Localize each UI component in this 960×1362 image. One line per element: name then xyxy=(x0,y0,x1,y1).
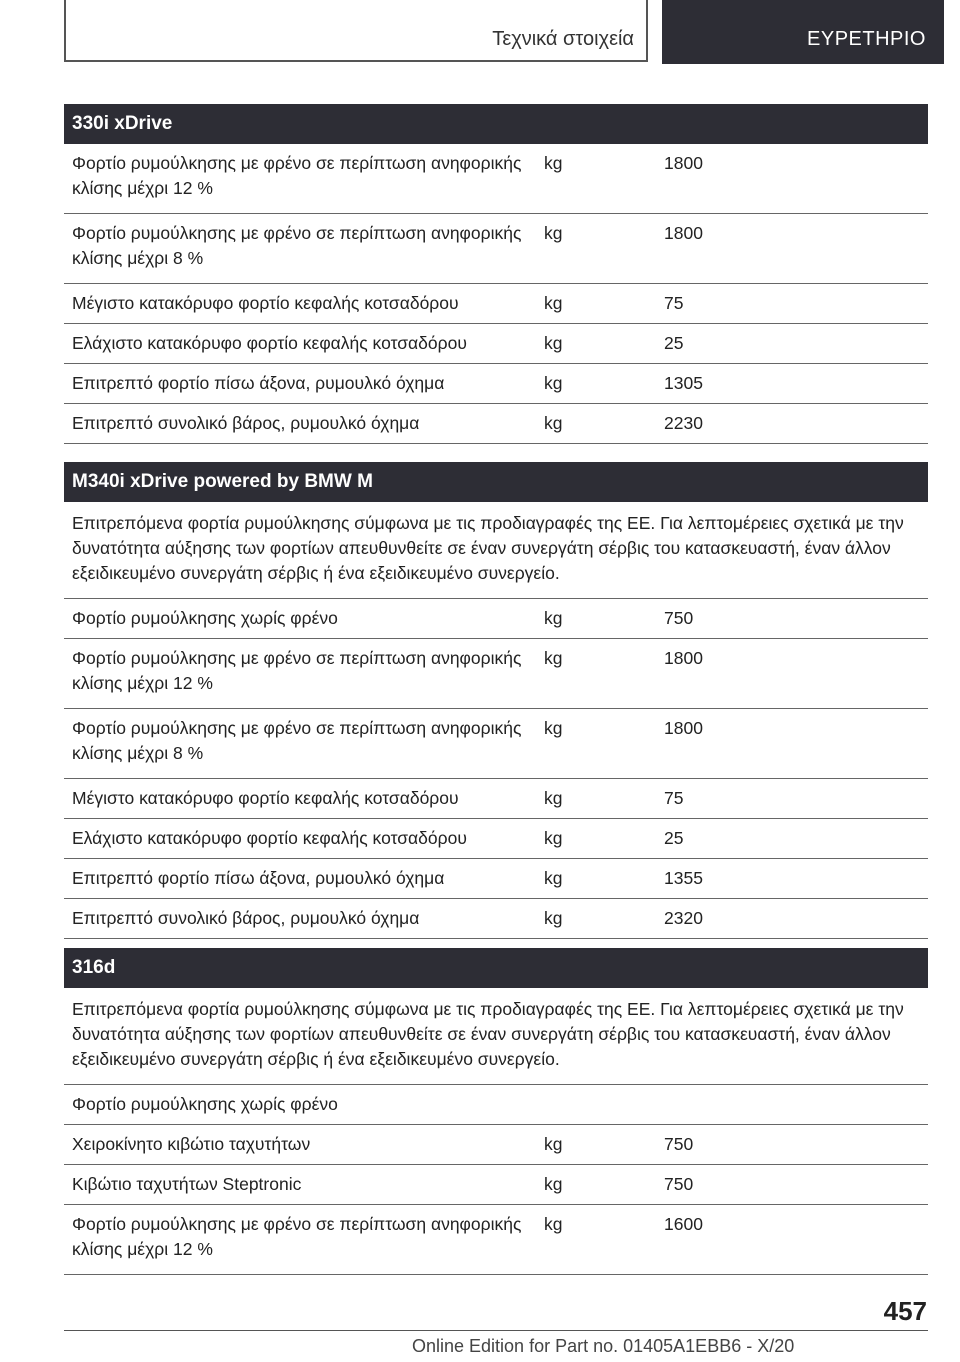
footer-divider xyxy=(64,1330,928,1331)
row-label: Φορτίο ρυμούλκησης χωρίς φρένο xyxy=(72,608,338,628)
row-label: Επιτρεπτό συνολικό βάρος, ρυμουλκό όχημα xyxy=(72,413,420,433)
table-row xyxy=(64,1165,928,1205)
row-unit: kg xyxy=(544,333,563,353)
table-row xyxy=(64,404,928,444)
table-subheading-row xyxy=(64,1085,928,1125)
row-label: Φορτίο ρυμούλκησης με φρένο σε περίπτωση ανηφορικής κλίσης μέχρι 12 % xyxy=(72,1214,522,1259)
row-subheading: Φορτίο ρυμούλκησης χωρίς φρένο xyxy=(72,1094,338,1114)
row-value: 2320 xyxy=(664,908,703,928)
spec-section-m340i xyxy=(64,462,928,939)
table-row xyxy=(64,1205,928,1275)
row-value: 750 xyxy=(664,1174,694,1194)
row-value: 1305 xyxy=(664,373,703,393)
table-row xyxy=(64,639,928,709)
row-label: Χειροκίνητο κιβώτιο ταχυτήτων xyxy=(72,1134,311,1154)
table-row xyxy=(64,364,928,404)
row-value: 750 xyxy=(664,1134,694,1154)
table-row xyxy=(64,859,928,899)
index-tab-label: ΕΥΡΕΤΗΡΙΟ xyxy=(807,28,926,50)
row-unit: kg xyxy=(544,1134,563,1154)
row-label: Φορτίο ρυμούλκησης με φρένο σε περίπτωση ανηφορικής κλίσης μέχρι 8 % xyxy=(72,223,522,268)
table-row xyxy=(64,284,928,324)
row-unit: kg xyxy=(544,868,563,888)
row-value: 25 xyxy=(664,828,684,848)
row-value: 75 xyxy=(664,788,684,808)
row-value-empty xyxy=(664,1085,928,1124)
row-value: 2230 xyxy=(664,413,703,433)
spec-section-330i xyxy=(64,104,928,444)
table-row xyxy=(64,599,928,639)
table-row xyxy=(64,1125,928,1165)
table-row xyxy=(64,819,928,859)
page-number: 457 xyxy=(883,1296,927,1326)
row-unit: kg xyxy=(544,608,563,628)
row-value: 25 xyxy=(664,333,684,353)
row-label: Ελάχιστο κατακόρυφο φορτίο κεφαλής κοτσαδόρου xyxy=(72,333,467,353)
row-label: Φορτίο ρυμούλκησης με φρένο σε περίπτωση ανηφορικής κλίσης μέχρι 8 % xyxy=(72,718,522,763)
row-unit: kg xyxy=(544,1214,563,1234)
section-heading: M340i xDrive powered by BMW M xyxy=(64,462,928,502)
row-label: Μέγιστο κατακόρυφο φορτίο κεφαλής κοτσαδόρου xyxy=(72,788,459,808)
row-unit: kg xyxy=(544,223,563,243)
table-row xyxy=(64,899,928,939)
table-row xyxy=(64,324,928,364)
row-unit-empty xyxy=(534,1085,664,1124)
row-unit: kg xyxy=(544,908,563,928)
row-label: Φορτίο ρυμούλκησης με φρένο σε περίπτωση ανηφορικής κλίσης μέχρι 12 % xyxy=(72,648,522,693)
table-row xyxy=(64,144,928,214)
index-tab[interactable] xyxy=(662,0,944,64)
row-unit: kg xyxy=(544,413,563,433)
table-row xyxy=(64,779,928,819)
spec-section-316d xyxy=(64,948,928,1275)
row-label: Ελάχιστο κατακόρυφο φορτίο κεφαλής κοτσαδόρου xyxy=(72,828,467,848)
row-label: Επιτρεπτό φορτίο πίσω άξονα, ρυμουλκό όχημα xyxy=(72,373,445,393)
row-label: Μέγιστο κατακόρυφο φορτίο κεφαλής κοτσαδόρου xyxy=(72,293,459,313)
row-label: Επιτρεπτό συνολικό βάρος, ρυμουλκό όχημα xyxy=(72,908,420,928)
row-unit: kg xyxy=(544,1174,563,1194)
row-value: 1800 xyxy=(664,718,703,738)
row-value: 1800 xyxy=(664,223,703,243)
row-value: 75 xyxy=(664,293,684,313)
row-unit: kg xyxy=(544,153,563,173)
section-tab-label: Τεχνικά στοιχεία xyxy=(492,28,634,50)
row-label: Φορτίο ρυμούλκησης με φρένο σε περίπτωση ανηφορικής κλίσης μέχρι 12 % xyxy=(72,153,522,198)
row-unit: kg xyxy=(544,373,563,393)
row-value: 750 xyxy=(664,608,694,628)
row-value: 1600 xyxy=(664,1214,703,1234)
table-row xyxy=(64,214,928,284)
table-row xyxy=(64,709,928,779)
row-value: 1355 xyxy=(664,868,703,888)
row-unit: kg xyxy=(544,788,563,808)
row-unit: kg xyxy=(544,718,563,738)
section-tab[interactable] xyxy=(64,0,648,62)
row-label: Επιτρεπτό φορτίο πίσω άξονα, ρυμουλκό όχημα xyxy=(72,868,445,888)
edition-text: Online Edition for Part no. 01405A1EBB6 - X/20 xyxy=(412,1336,795,1356)
row-unit: kg xyxy=(544,293,563,313)
section-heading: 330i xDrive xyxy=(64,104,928,144)
section-note: Επιτρεπόμενα φορτία ρυμούλκησης σύμφωνα με τις προδιαγραφές της ΕΕ. Για λεπτομέρειες σχετικά με την δυνατότητα αύξησης των φορτίων απευθυνθείτε σε έναν συνεργάτη σέρβις του κατασκευαστή, έναν άλλον εξειδικευμένο συνεργάτη σέρβις ή ένα εξειδικευμένο συνεργείο. xyxy=(64,988,928,1085)
row-unit: kg xyxy=(544,828,563,848)
row-value: 1800 xyxy=(664,153,703,173)
row-value: 1800 xyxy=(664,648,703,668)
section-note: Επιτρεπόμενα φορτία ρυμούλκησης σύμφωνα με τις προδιαγραφές της ΕΕ. Για λεπτομέρειες σχετικά με την δυνατότητα αύξησης των φορτίων απευθυνθείτε σε έναν συνεργάτη σέρβις του κατασκευαστή, έναν άλλον εξειδικευμένο συνεργάτη σέρβις ή ένα εξειδικευμένο συνεργείο. xyxy=(64,502,928,599)
row-label: Κιβώτιο ταχυτήτων Steptronic xyxy=(72,1174,302,1194)
row-unit: kg xyxy=(544,648,563,668)
section-heading: 316d xyxy=(64,948,928,988)
